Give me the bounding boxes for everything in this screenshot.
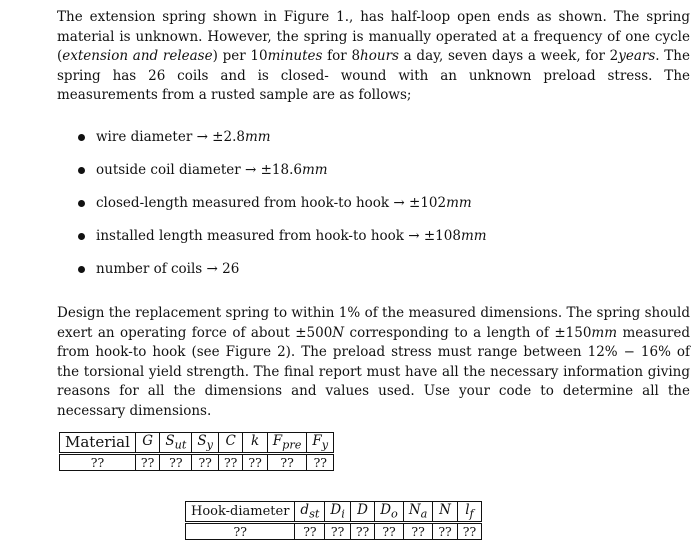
header-symbol: d [300,502,310,518]
intro-text-1: The extension spring shown in Figure 1., has half-loop open ends as shown. The spring material is unknown. However, the spring is manually operated at a frequency of one cycle ( [57,9,690,65]
intro-paragraph [57,8,690,106]
header-subscript: f [469,507,474,521]
table-cell: ?? [243,453,267,470]
table-header [160,433,192,454]
table-header [192,433,219,454]
spring-dimensions-table [185,501,482,540]
table-cell: ?? [192,453,219,470]
design-text-1: Design the replacement spring to within 1% of the measured dimensions. The spring should exert an operating force of about ±500 [57,305,690,341]
table-cell: ?? [186,522,295,539]
material-properties-table [59,432,334,471]
list-item [78,160,487,193]
measurement-unit: mm [301,162,328,178]
header-symbol: F [312,433,322,449]
header-subscript: a [420,507,428,521]
header-symbol: G [142,433,154,449]
header-subscript: o [391,507,398,521]
table-header [325,502,350,523]
table-header-hook-diameter: Hook-diameter [186,502,295,523]
table-cell: ?? [457,522,481,539]
table-cell: ?? [295,522,325,539]
table-cell: ?? [135,453,159,470]
measurement-label: closed-length measured from hook-to hook → ±102 [96,195,447,211]
header-symbol: k [250,433,260,449]
measurement-unit: mm [460,228,487,244]
table-header [307,433,334,454]
intro-italic-3: hours [360,48,399,65]
header-symbol: D [380,502,392,518]
measurement-unit: mm [446,195,472,211]
table-header [267,433,307,454]
table-cell: ?? [218,453,242,470]
design-paragraph [57,304,690,422]
table-cell: ?? [160,453,192,470]
bullet-icon [78,134,85,141]
table-header [457,502,481,523]
intro-text-2: ) per 10 [212,48,268,65]
design-text-3: measured from hook-to hook (see Figure 2). The preload stress must range between 12% − 16% of the torsional yield strength. The final report must have all the necessary information giving reasons for all the dimensions and values used. Use your code to determine all the necessary dimensions. [57,324,690,419]
bullet-icon [78,233,85,240]
bullet-icon [78,200,85,207]
header-symbol: S [165,433,175,449]
table-cell: ?? [375,522,404,539]
header-symbol: C [225,433,236,449]
measurement-label: installed length measured from hook-to hook → ±108 [96,228,461,244]
table-cell: ?? [403,522,433,539]
table-header [243,433,267,454]
header-symbol: D [330,502,342,518]
list-item [78,259,487,292]
measurement-label: wire diameter → ±2.8 [96,129,245,145]
header-symbol: l [465,502,470,518]
measurement-unit: mm [244,129,271,145]
header-subscript: pre [282,438,302,452]
header-symbol: D [357,502,368,518]
intro-text-3: for 8 [322,48,361,65]
table-cell: ?? [433,522,457,539]
table-cell: ?? [307,453,334,470]
design-unit-1: N [332,324,345,341]
list-item [78,226,487,259]
measurement-label: number of coils → 26 [96,261,240,277]
intro-italic-2: minutes [267,48,323,65]
table-header-material: Material [60,433,136,454]
table-cell: ?? [325,522,350,539]
header-subscript: y [321,438,329,452]
header-subscript: i [341,507,345,521]
table-header [295,502,325,523]
header-subscript: st [309,507,320,521]
table-header [403,502,433,523]
table-row [60,453,334,470]
table-header [135,433,159,454]
design-text-2: corresponding to a length of ±150 [344,324,592,341]
header-symbol: N [408,502,421,518]
intro-text-5: . The spring has 26 coils and is closed- wound with an unknown preload stress. The measurements from a rusted sample are as follows; [57,48,690,104]
table-cell: ?? [267,453,307,470]
table-cell: ?? [60,453,136,470]
header-subscript: ut [174,438,187,452]
list-item [78,127,487,160]
header-symbol: N [439,502,451,518]
intro-italic-1: extension and release [62,48,213,65]
list-item [78,193,487,226]
intro-text-4: a day, seven days a week, for 2 [398,48,619,65]
bullet-icon [78,167,85,174]
table-header [433,502,457,523]
table-row [186,522,482,539]
header-subscript: y [206,438,213,452]
table-cell: ?? [350,522,374,539]
table-header [350,502,374,523]
intro-italic-4: years [618,48,656,65]
design-unit-2: mm [591,324,618,341]
table-header [218,433,242,454]
header-symbol: F [272,433,283,449]
measurements-list [78,127,487,292]
measurement-label: outside coil diameter → ±18.6 [96,162,302,178]
bullet-icon [78,266,85,273]
table-header [375,502,404,523]
header-symbol: S [197,433,207,449]
